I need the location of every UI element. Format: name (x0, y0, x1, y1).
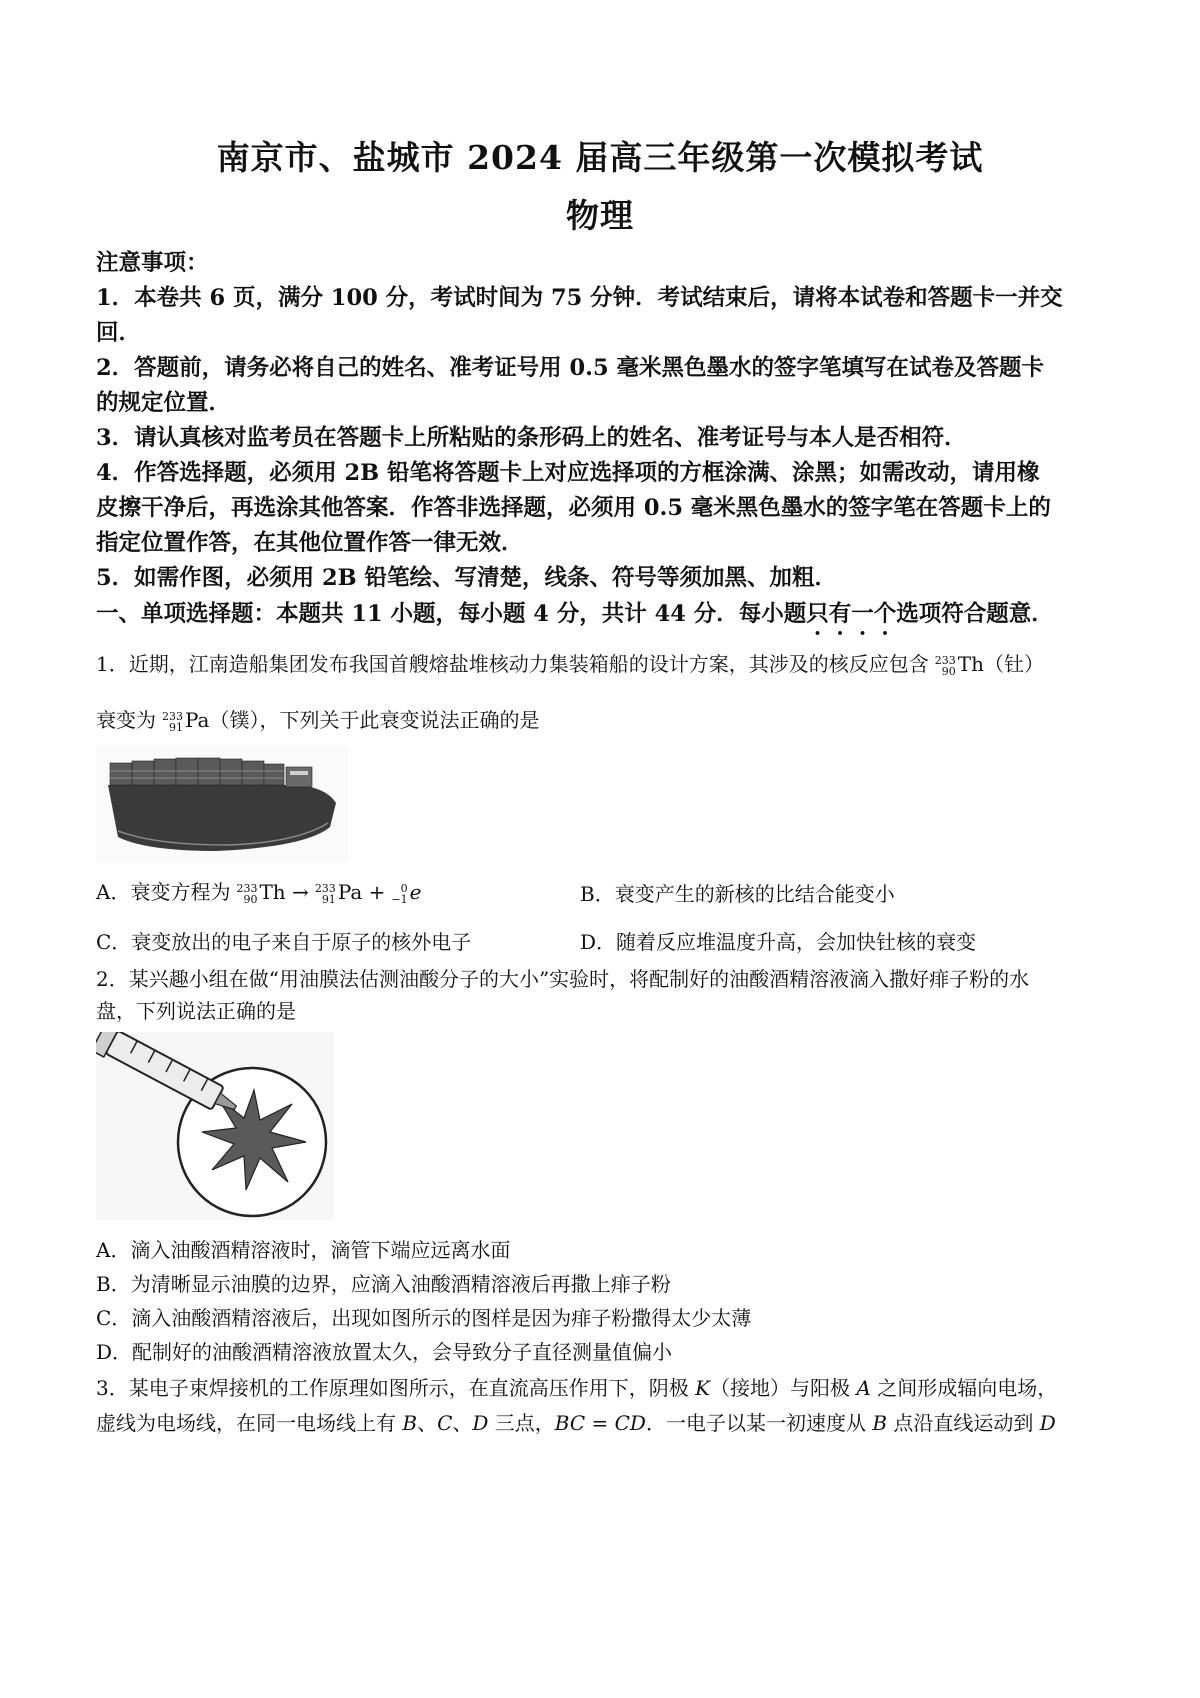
q3-cathode-k: K (695, 1376, 711, 1400)
notice-line-2b: 的规定位置． (96, 390, 232, 416)
notice-line-4c: 指定位置作答，在其他位置作答一律无效． (96, 530, 524, 556)
electron-symbol: e (409, 880, 422, 904)
q2-stem-line2: 盘，下列说法正确的是 (96, 999, 296, 1023)
q3-point-b-2: B (872, 1411, 888, 1435)
container-ship-figure (96, 745, 348, 863)
q2-option-b[interactable]: B．为清晰显示油膜的边界，应滴入油酸酒精溶液后再撒上痱子粉 (96, 1272, 671, 1296)
q3-text-1: 3．某电子束焊接机的工作原理如图所示，在直流高压作用下，阴极 (96, 1376, 696, 1400)
q3-text-5: 三点， (488, 1411, 555, 1435)
q3-text-4: 虚线为电场线，在同一电场线上有 (96, 1411, 403, 1435)
q1-option-d[interactable]: D．随着反应堆温度升高，会加快钍核的衰变 (580, 930, 977, 954)
q3-anode-a: A (856, 1376, 871, 1400)
q3-text-7: 点沿直线运动到 (887, 1411, 1040, 1435)
q2-option-d[interactable]: D．配制好的油酸酒精溶液放置太久，会导致分子直径测量值偏小 (96, 1340, 673, 1364)
q3-stem-line1 (96, 1372, 1057, 1401)
subject-title: 物理 (566, 196, 634, 235)
protactinium-nuclide-numbers (162, 711, 183, 733)
q2-option-a[interactable]: A．滴入油酸酒精溶液时，滴管下端应远离水面 (96, 1238, 511, 1262)
q1-option-a[interactable] (96, 876, 421, 905)
protactinium-mass-number: 233 (162, 709, 183, 723)
q1-stem-text-2: 衰变为 (96, 708, 156, 732)
electron-numbers (391, 883, 407, 905)
q3-text-3: 之间形成辐向电场， (870, 1376, 1058, 1400)
opt-a-protactinium-z: 91 (321, 892, 336, 906)
section-heading (96, 596, 1054, 640)
notice-line-4b: 皮擦干净后，再选涂其他答案．作答非选择题，必须用 0.5 毫米黑色墨水的签字笔在答题卡上的 (96, 495, 1051, 521)
section-heading-text: 一、单项选择题：本题共 11 小题，每小题 4 分，共计 44 分．每小题 (96, 601, 807, 627)
q3-sep-2: 、 (452, 1411, 473, 1435)
notice-line-3: 3．请认真核对监考员在答题卡上所粘贴的条形码上的姓名、准考证号与本人是否相符． (96, 425, 967, 451)
q3-point-d-2: D (1039, 1411, 1056, 1435)
thorium-mass-number: 233 (934, 653, 956, 667)
thorium-symbol: Th (957, 652, 984, 676)
notice-line-2a: 2．答题前，请务必将自己的姓名、准考证号用 0.5 毫米黑色墨水的签字笔填写在试卷及答题卡 (96, 355, 1044, 381)
q3-point-b: B (402, 1411, 418, 1435)
q1-option-a-prefix: A．衰变方程为 (96, 880, 231, 904)
opt-a-protactinium-numbers (315, 883, 336, 905)
q3-text-2: （接地）与阳极 (710, 1376, 857, 1400)
protactinium-name-and-prompt: （镤），下列关于此衰变说法正确的是 (209, 708, 540, 732)
thorium-atomic-number: 90 (941, 664, 956, 678)
thorium-name: （钍） (983, 652, 1044, 676)
protactinium-atomic-number: 91 (169, 720, 183, 734)
q2-option-c[interactable]: C．滴入油酸酒精溶液后，出现如图所示的图样是因为痱子粉撒得太少太薄 (96, 1306, 752, 1330)
q1-stem-line1 (96, 648, 1044, 677)
q3-point-d: D (472, 1411, 489, 1435)
notice-line-1b: 回． (96, 320, 142, 346)
q3-text-6: ．一电子以某一初速度从 (645, 1411, 873, 1435)
opt-a-protactinium-mass: 233 (314, 881, 336, 895)
q3-sep-1: 、 (417, 1411, 438, 1435)
reaction-arrow: → (292, 880, 309, 904)
q1-option-b[interactable]: B．衰变产生的新核的比结合能变小 (580, 882, 895, 906)
notice-line-5: 5．如需作图，必须用 2B 铅笔绘、写清楚，线条、符号等须加黑、加粗． (96, 565, 837, 591)
opt-a-thorium-symbol: Th (259, 880, 286, 904)
q2-stem-line1: 2．某兴趣小组在做“用油膜法估测油酸分子的大小”实验时，将配制好的油酸酒精溶液滴入撒好痱子粉的水 (96, 967, 1030, 991)
notice-line-1a: 1．本卷共 6 页，满分 100 分，考试时间为 75 分钟．考试结束后，请将本试卷和答题卡一并交 (96, 285, 1063, 311)
q3-equation: BC = CD (554, 1411, 646, 1435)
q1-stem-text: 1．近期，江南造船集团发布我国首艘熔盐堆核动力集装箱船的设计方案，其涉及的核反应包含 (96, 652, 929, 676)
oil-film-experiment-figure (96, 1032, 334, 1220)
electron-charge-number: −1 (391, 892, 408, 906)
section-heading-tail: 选项符合题意． (896, 601, 1054, 627)
q3-stem-line2 (96, 1407, 1056, 1436)
q3-point-c: C (437, 1411, 453, 1435)
protactinium-symbol: Pa (185, 708, 210, 732)
thorium-nuclide-numbers (935, 655, 956, 677)
notice-heading: 注意事项： (96, 250, 209, 276)
notice-line-4a: 4．作答选择题，必须用 2B 铅笔将答题卡上对应选择项的方框涂满、涂黑；如需改动，请用橡 (96, 460, 1040, 486)
opt-a-protactinium-symbol: Pa (337, 880, 363, 904)
opt-a-thorium-numbers (236, 883, 257, 905)
reaction-plus: + (368, 880, 386, 904)
q1-option-c[interactable]: C．衰变放出的电子来自于原子的核外电子 (96, 930, 472, 954)
section-heading-emphasis: 只有一个 (806, 601, 897, 627)
opt-a-thorium-mass: 233 (236, 881, 258, 895)
opt-a-thorium-z: 90 (243, 892, 258, 906)
q1-stem-line2 (96, 704, 539, 733)
electron-mass-number: 0 (400, 881, 408, 895)
exam-title: 南京市、盐城市 2024 届高三年级第一次模拟考试 (216, 138, 984, 177)
